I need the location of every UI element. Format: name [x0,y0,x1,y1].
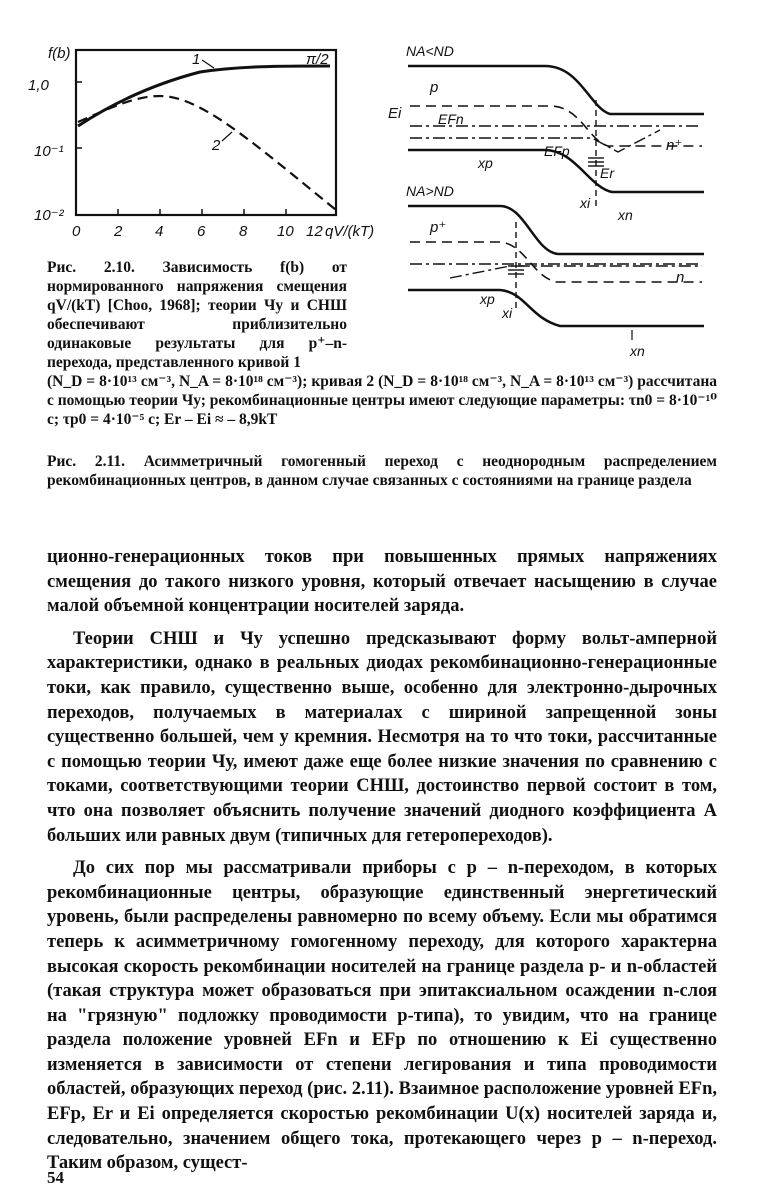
curve-1 [78,66,330,126]
label-p: p [430,79,439,96]
label-xi: xi [502,305,513,321]
x-ticks [76,82,286,215]
page-number: 54 [47,1168,64,1187]
bottom-band-valence [408,290,704,326]
x-axis-label: qV/(kT) [325,223,375,240]
figure-2-11 [360,0,764,370]
figure-2-10-caption: Рис. 2.10. Зависимость f(b) от нормированного напряжения смещения qV/(kT) [Choo, 1968]; теории Чу и СНШ обеспечивают приблизительно одинаковые результаты для p⁺–n-перехода, представленного кривой 1 [47,259,347,371]
curve-1-label: 1 [192,51,201,68]
x-tick-label: 8 [239,223,248,240]
x-tick-label: 0 [72,223,81,240]
bottom-condition-label: NA>ND [406,183,454,199]
x-tick-labels [72,223,323,240]
label-efn: EFn [438,111,464,127]
x-tick-label: 4 [155,223,164,240]
paragraph: Теории СНШ и Чу успешно предсказывают форму вольт-амперной характеристики, однако в реальных диодах рекомбинационно-генерационные токи, как правило, существенно выше, особенно для электронно-дырочных переходов, получаемых в материалах с шириной запрещенной зоны существенно большей, чем у кремния. Несмотря на то что токи, рассчитанные с помощью теории Чу, имеют даже еще более низкие значения по сравнению с токами, соответствующими теории СНШ, достоинство первой состоит в том, что она позволяет объяснить получение значений диодного коэффициента A больших или равных двум (типичных для гетеропереходов). [47,628,717,846]
y-axis-label: f(b) [48,45,71,62]
label-xp: xp [480,291,495,307]
body-text [47,545,717,1176]
figure-2-10 [0,0,375,258]
label-n: n [676,269,685,286]
paragraph: До сих пор мы рассматривали приборы с p – n-переходом, в которых рекомбинационные центры, образующие единственный энергетический уровень, были распределены равномерно по всему объему. Если мы обратимся теперь к асимметричному гомогенному переходу, для которого характерна высокая скорость рекомбинации носителей на границе раздела p- и n-областей (такая структура может образоваться при эпитаксиальном осаждении n-слоя на "грязную" подложку проводимости p-типа), то увидим, что на границе раздела положение уровней EFn и EFp по отношению к Ei существенно изменяется в зависимости от степени легирования и типа проводимости областей, образующих переход (рис. 2.11). Взаимное расположение уровней EFn, EFp, Er и Ei определяется скоростью рекомбинации U(x) носителей заряда и, следовательно, значением общего тока, протекающего через p – n-переход. Таким образом, сущест- [47,858,717,1174]
bottom-ei-line [410,242,702,282]
paragraph: ционно-генерационных токов при повышенных прямых напряжениях смещения до такого низкого уровня, который отвечает насыщению в случае малой объемной концентрации носителей заряда. [47,547,717,617]
figure-2-10-caption-continued: (N_D = 8·10¹³ см⁻³, N_A = 8·10¹⁸ см⁻³); кривая 2 (N_D = 8·10¹⁸ см⁻³, N_A = 8·10¹³ см⁻³) рассчитана с помощью теории Чу; рекомбинационные центры имеют следующие параметры: τn0 = 8·10⁻¹⁰ с; τp0 = 4·10⁻⁵ с; Er – Ei ≈ – 8,9kT [47,373,718,428]
x-tick-label: 6 [197,223,206,240]
label-pplus: p⁺ [430,219,447,236]
x-tick-label: 2 [114,223,123,240]
curve-2-label: 2 [212,137,221,154]
top-efp-line [410,130,660,152]
bottom-efp-line [450,266,702,278]
label-xn: xn [630,343,645,359]
label-er: Er [600,165,614,181]
y-tick-label: 10⁻¹ [34,143,64,160]
label-xp: xp [478,155,493,171]
y-tick-label: 1,0 [28,77,49,94]
x-tick-label: 10 [277,223,294,240]
figure-2-11-caption: Рис. 2.11. Асимметричный гомогенный переход с неоднородным распределением рекомбинационных центров, в данном случае связанных с состояниями на границе раздела [47,453,717,489]
bottom-band-conduction [408,206,704,254]
label-ei: Ei [388,105,402,122]
y-tick-label: 10⁻² [34,207,64,224]
label-efp: EFp [544,143,570,159]
x-tick-label: 12 [306,223,323,240]
label-xn: xn [618,207,633,223]
top-condition-label: NA<ND [406,43,454,59]
asymptote-label: π/2 [306,51,329,68]
curve-2 [78,96,336,210]
label-nplus: n⁺ [666,137,683,154]
label-xi: xi [580,195,591,211]
plot-frame [76,50,336,215]
